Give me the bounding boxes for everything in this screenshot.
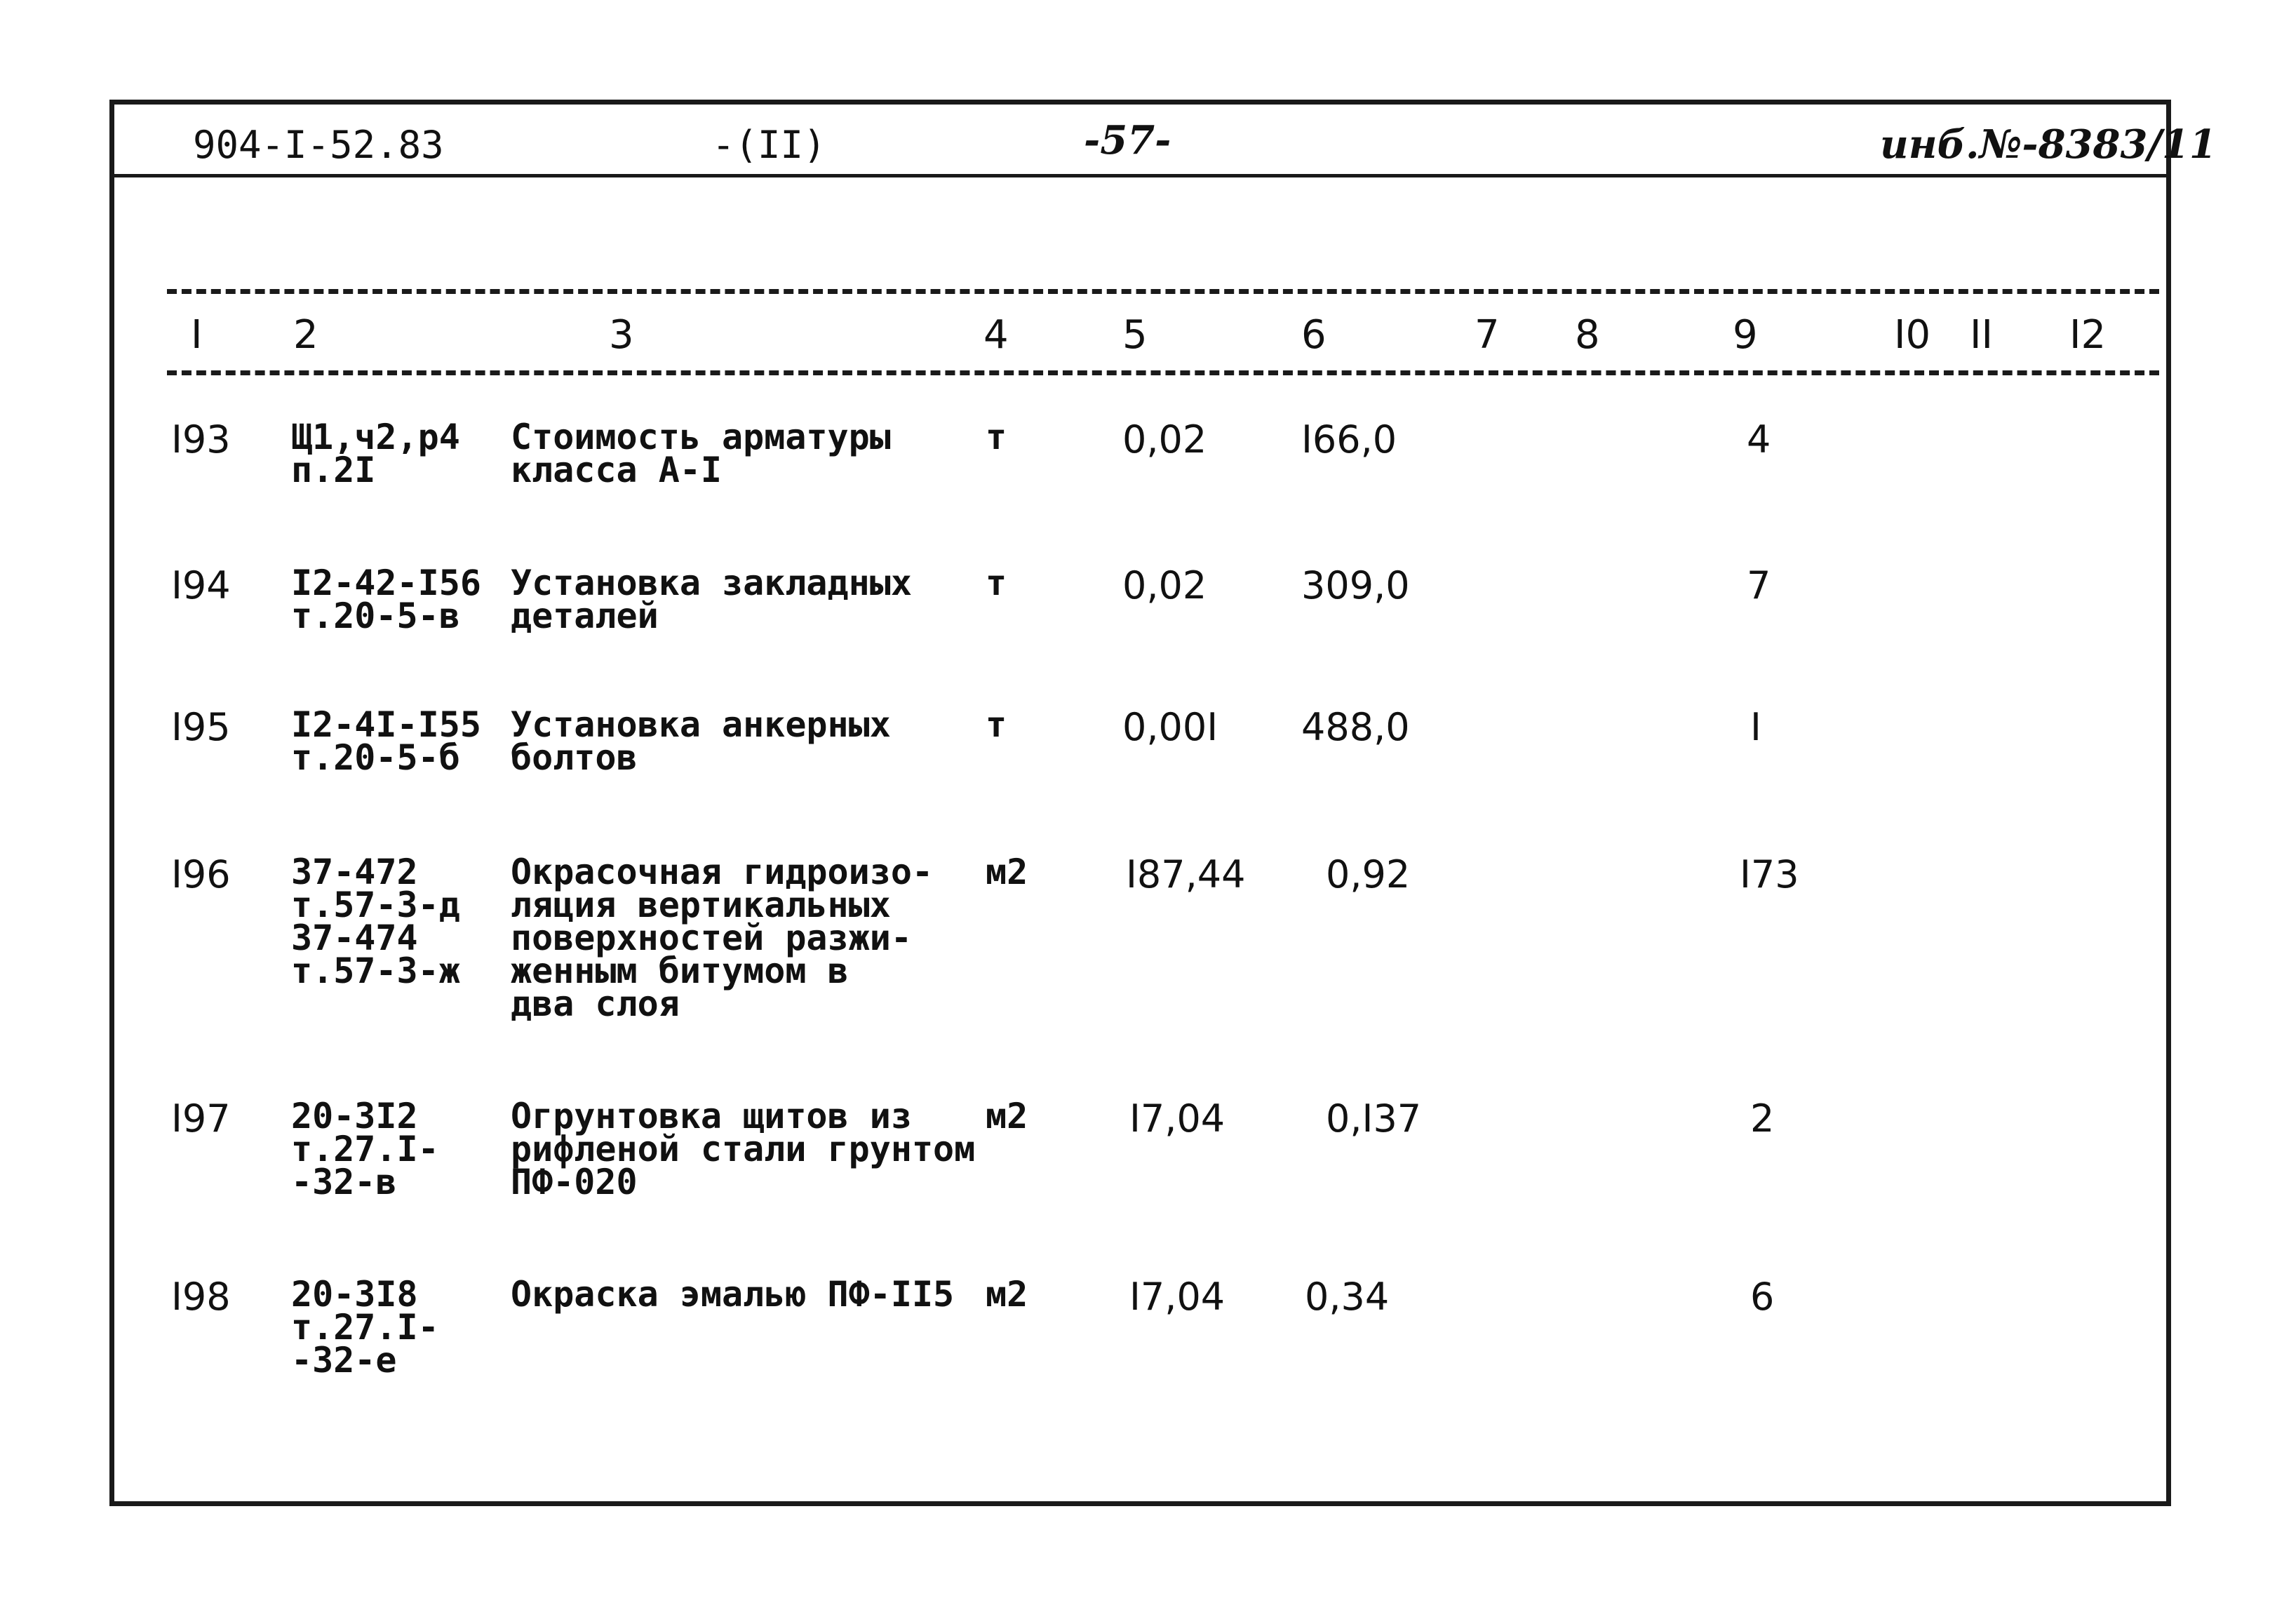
inventory-number: инб.№-8383/11 xyxy=(1880,121,2217,168)
row-total: I xyxy=(1750,705,1761,749)
column-header-12: I2 xyxy=(2069,312,2107,358)
row-unit-price: 488,0 xyxy=(1301,705,1410,749)
row-unit: т xyxy=(986,563,1007,603)
row-code: I2-4I-I55 т.20-5-б xyxy=(291,704,481,778)
row-code: 20-3I8 т.27.I- -32-е xyxy=(291,1274,439,1381)
column-header-8: 8 xyxy=(1575,312,1600,358)
header-rule xyxy=(109,174,2171,177)
row-number: I96 xyxy=(171,852,231,897)
row-description: Окрасочная гидроизо- ляция вертикальных поверхностей разжи- женным битумом в два слоя xyxy=(511,852,934,1024)
table-header-rule xyxy=(167,370,2159,375)
column-header-6: 6 xyxy=(1301,312,1327,358)
row-number: I98 xyxy=(171,1275,231,1319)
row-description: Установка анкерных болтов xyxy=(511,704,891,778)
row-description: Окраска эмалью ПФ-II5 xyxy=(511,1274,955,1315)
row-description: Стоимость арматуры класса А-I xyxy=(511,417,891,490)
doc-code: 904-I-52.83 xyxy=(193,123,444,167)
row-total: 4 xyxy=(1747,417,1771,462)
row-unit: т xyxy=(986,417,1007,457)
row-total: 2 xyxy=(1750,1096,1775,1141)
column-header-9: 9 xyxy=(1733,312,1758,358)
row-unit-price: 0,34 xyxy=(1305,1275,1390,1319)
row-unit: т xyxy=(986,704,1007,745)
row-number: I95 xyxy=(171,705,231,749)
row-quantity: I7,04 xyxy=(1129,1096,1225,1141)
row-quantity: I7,04 xyxy=(1129,1275,1225,1319)
row-quantity: 0,02 xyxy=(1122,417,1207,462)
column-header-4: 4 xyxy=(983,312,1009,358)
row-total: I73 xyxy=(1740,852,1799,897)
column-header-11: II xyxy=(1970,312,1994,358)
row-unit-price: 0,I37 xyxy=(1326,1096,1422,1141)
row-unit: м2 xyxy=(986,1096,1028,1136)
column-header-2: 2 xyxy=(293,312,318,358)
row-total: 6 xyxy=(1750,1275,1775,1319)
row-unit: м2 xyxy=(986,1274,1028,1315)
row-number: I93 xyxy=(171,417,231,462)
row-code: Щ1,ч2,р4 п.2I xyxy=(291,417,460,490)
row-code: 37-472 т.57-3-д 37-474 т.57-3-ж xyxy=(291,852,460,991)
column-header-3: 3 xyxy=(609,312,634,358)
row-description: Огрунтовка щитов из рифленой стали грунтом ПФ-020 xyxy=(511,1096,976,1202)
row-quantity: I87,44 xyxy=(1126,852,1246,897)
row-unit-price: 309,0 xyxy=(1301,563,1410,608)
row-number: I97 xyxy=(171,1096,231,1141)
page-number: -57- xyxy=(1084,117,1171,163)
row-unit: м2 xyxy=(986,852,1028,892)
row-quantity: 0,02 xyxy=(1122,563,1207,608)
table-top-rule xyxy=(167,289,2159,294)
row-code: 20-3I2 т.27.I- -32-в xyxy=(291,1096,439,1202)
row-description: Установка закладных деталей xyxy=(511,563,912,636)
column-header-5: 5 xyxy=(1122,312,1148,358)
column-header-7: 7 xyxy=(1475,312,1500,358)
row-number: I94 xyxy=(171,563,231,608)
row-code: I2-42-I56 т.20-5-в xyxy=(291,563,481,636)
part-number: -(II) xyxy=(712,123,826,167)
column-header-1: I xyxy=(191,312,203,358)
row-unit-price: 0,92 xyxy=(1326,852,1411,897)
row-unit-price: I66,0 xyxy=(1301,417,1397,462)
column-header-10: I0 xyxy=(1894,312,1931,358)
row-quantity: 0,00I xyxy=(1122,705,1218,749)
row-total: 7 xyxy=(1747,563,1771,608)
